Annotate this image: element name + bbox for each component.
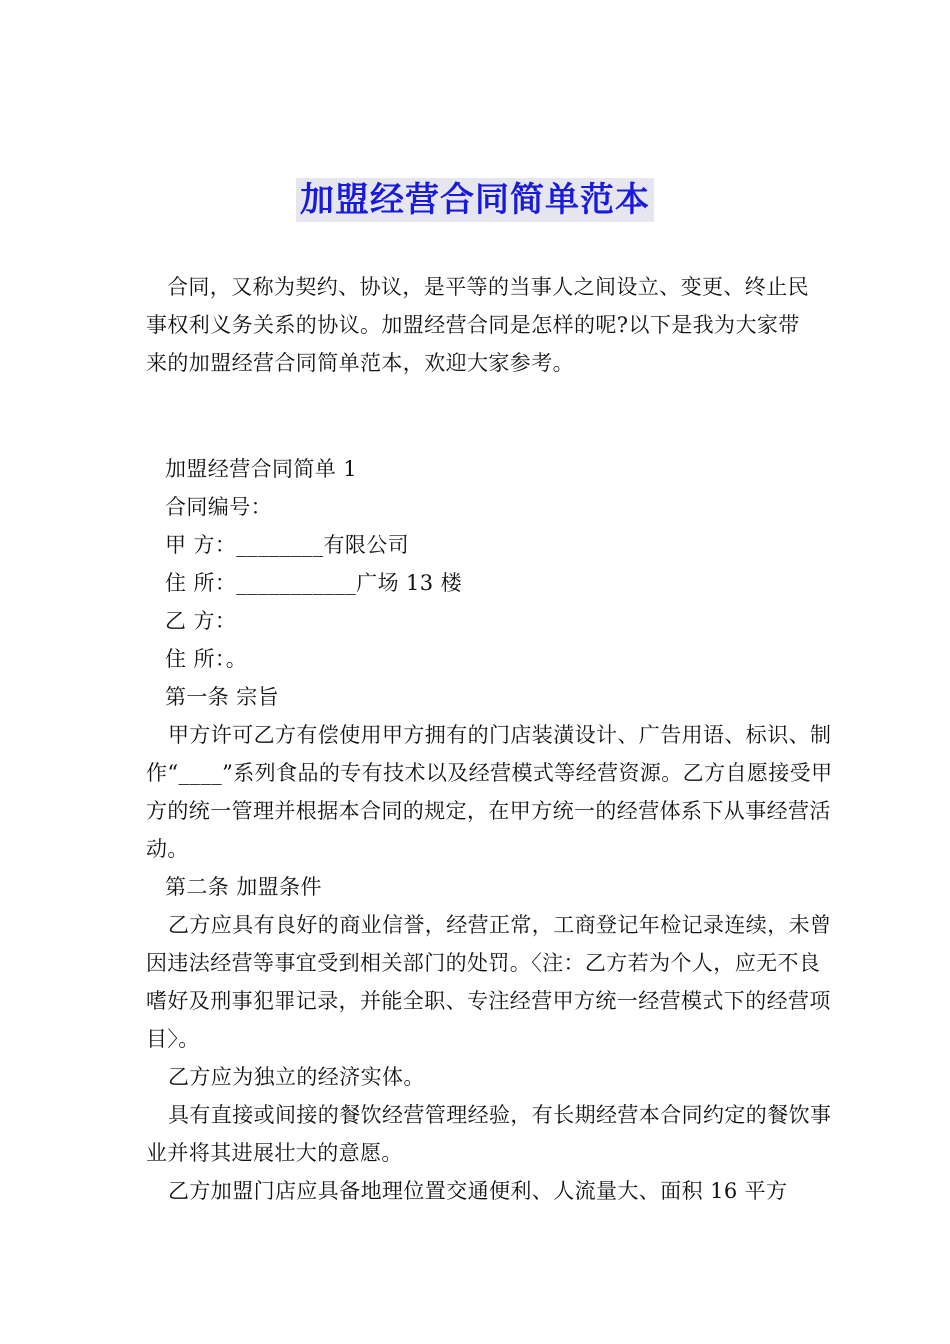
contract-body bbox=[146, 450, 836, 1210]
party-b-line: 乙 方： bbox=[165, 609, 237, 633]
article-2-paragraph-1: 乙方应具有良好的商业信誉，经营正常，工商登记年检记录连续，未曾因违法经营等事宜受到相关部门的处罚。〈注：乙方若为个人，应无不良嗜好及刑事犯罪记录，并能全职、专注经营甲方统一经营模式下的经营项目〉。 bbox=[146, 913, 832, 1051]
article-2-paragraph-3: 具有直接或间接的餐饮经营管理经验，有长期经营本合同约定的餐饮事业并将其进展壮大的意愿。 bbox=[146, 1103, 832, 1165]
document-title: 加盟经营合同简单范本 bbox=[296, 178, 654, 222]
intro-paragraph: 合同，又称为契约、协议，是平等的当事人之间设立、变更、终止民事权利义务关系的协议。加盟经营合同是怎样的呢?以下是我为大家带来的加盟经营合同简单范本，欢迎大家参考。 bbox=[146, 275, 809, 375]
article-2-paragraph-4: 乙方加盟门店应具备地理位置交通便利、人流量大、面积 16 平方 bbox=[168, 1179, 788, 1203]
party-a-address-line: 住 所：___________广场 13 楼 bbox=[165, 571, 463, 595]
article-1-title: 第一条 宗旨 bbox=[165, 685, 280, 709]
title-container bbox=[0, 178, 950, 222]
contract-heading: 加盟经营合同简单 1 bbox=[165, 457, 358, 481]
party-b-address-line: 住 所：。 bbox=[165, 647, 248, 671]
article-2-title: 第二条 加盟条件 bbox=[165, 875, 322, 899]
contract-number-label: 合同编号： bbox=[165, 495, 272, 519]
article-1-text: 甲方许可乙方有偿使用甲方拥有的门店装潢设计、广告用语、标识、制作“____”系列食品的专有技术以及经营模式等经营资源。乙方自愿接受甲方的统一管理并根据本合同的规定，在甲方统一的经营体系下从事经营活动。 bbox=[146, 723, 833, 861]
party-a-line: 甲 方：________有限公司 bbox=[165, 533, 410, 557]
article-2-paragraph-2: 乙方应为独立的经济实体。 bbox=[168, 1065, 425, 1089]
